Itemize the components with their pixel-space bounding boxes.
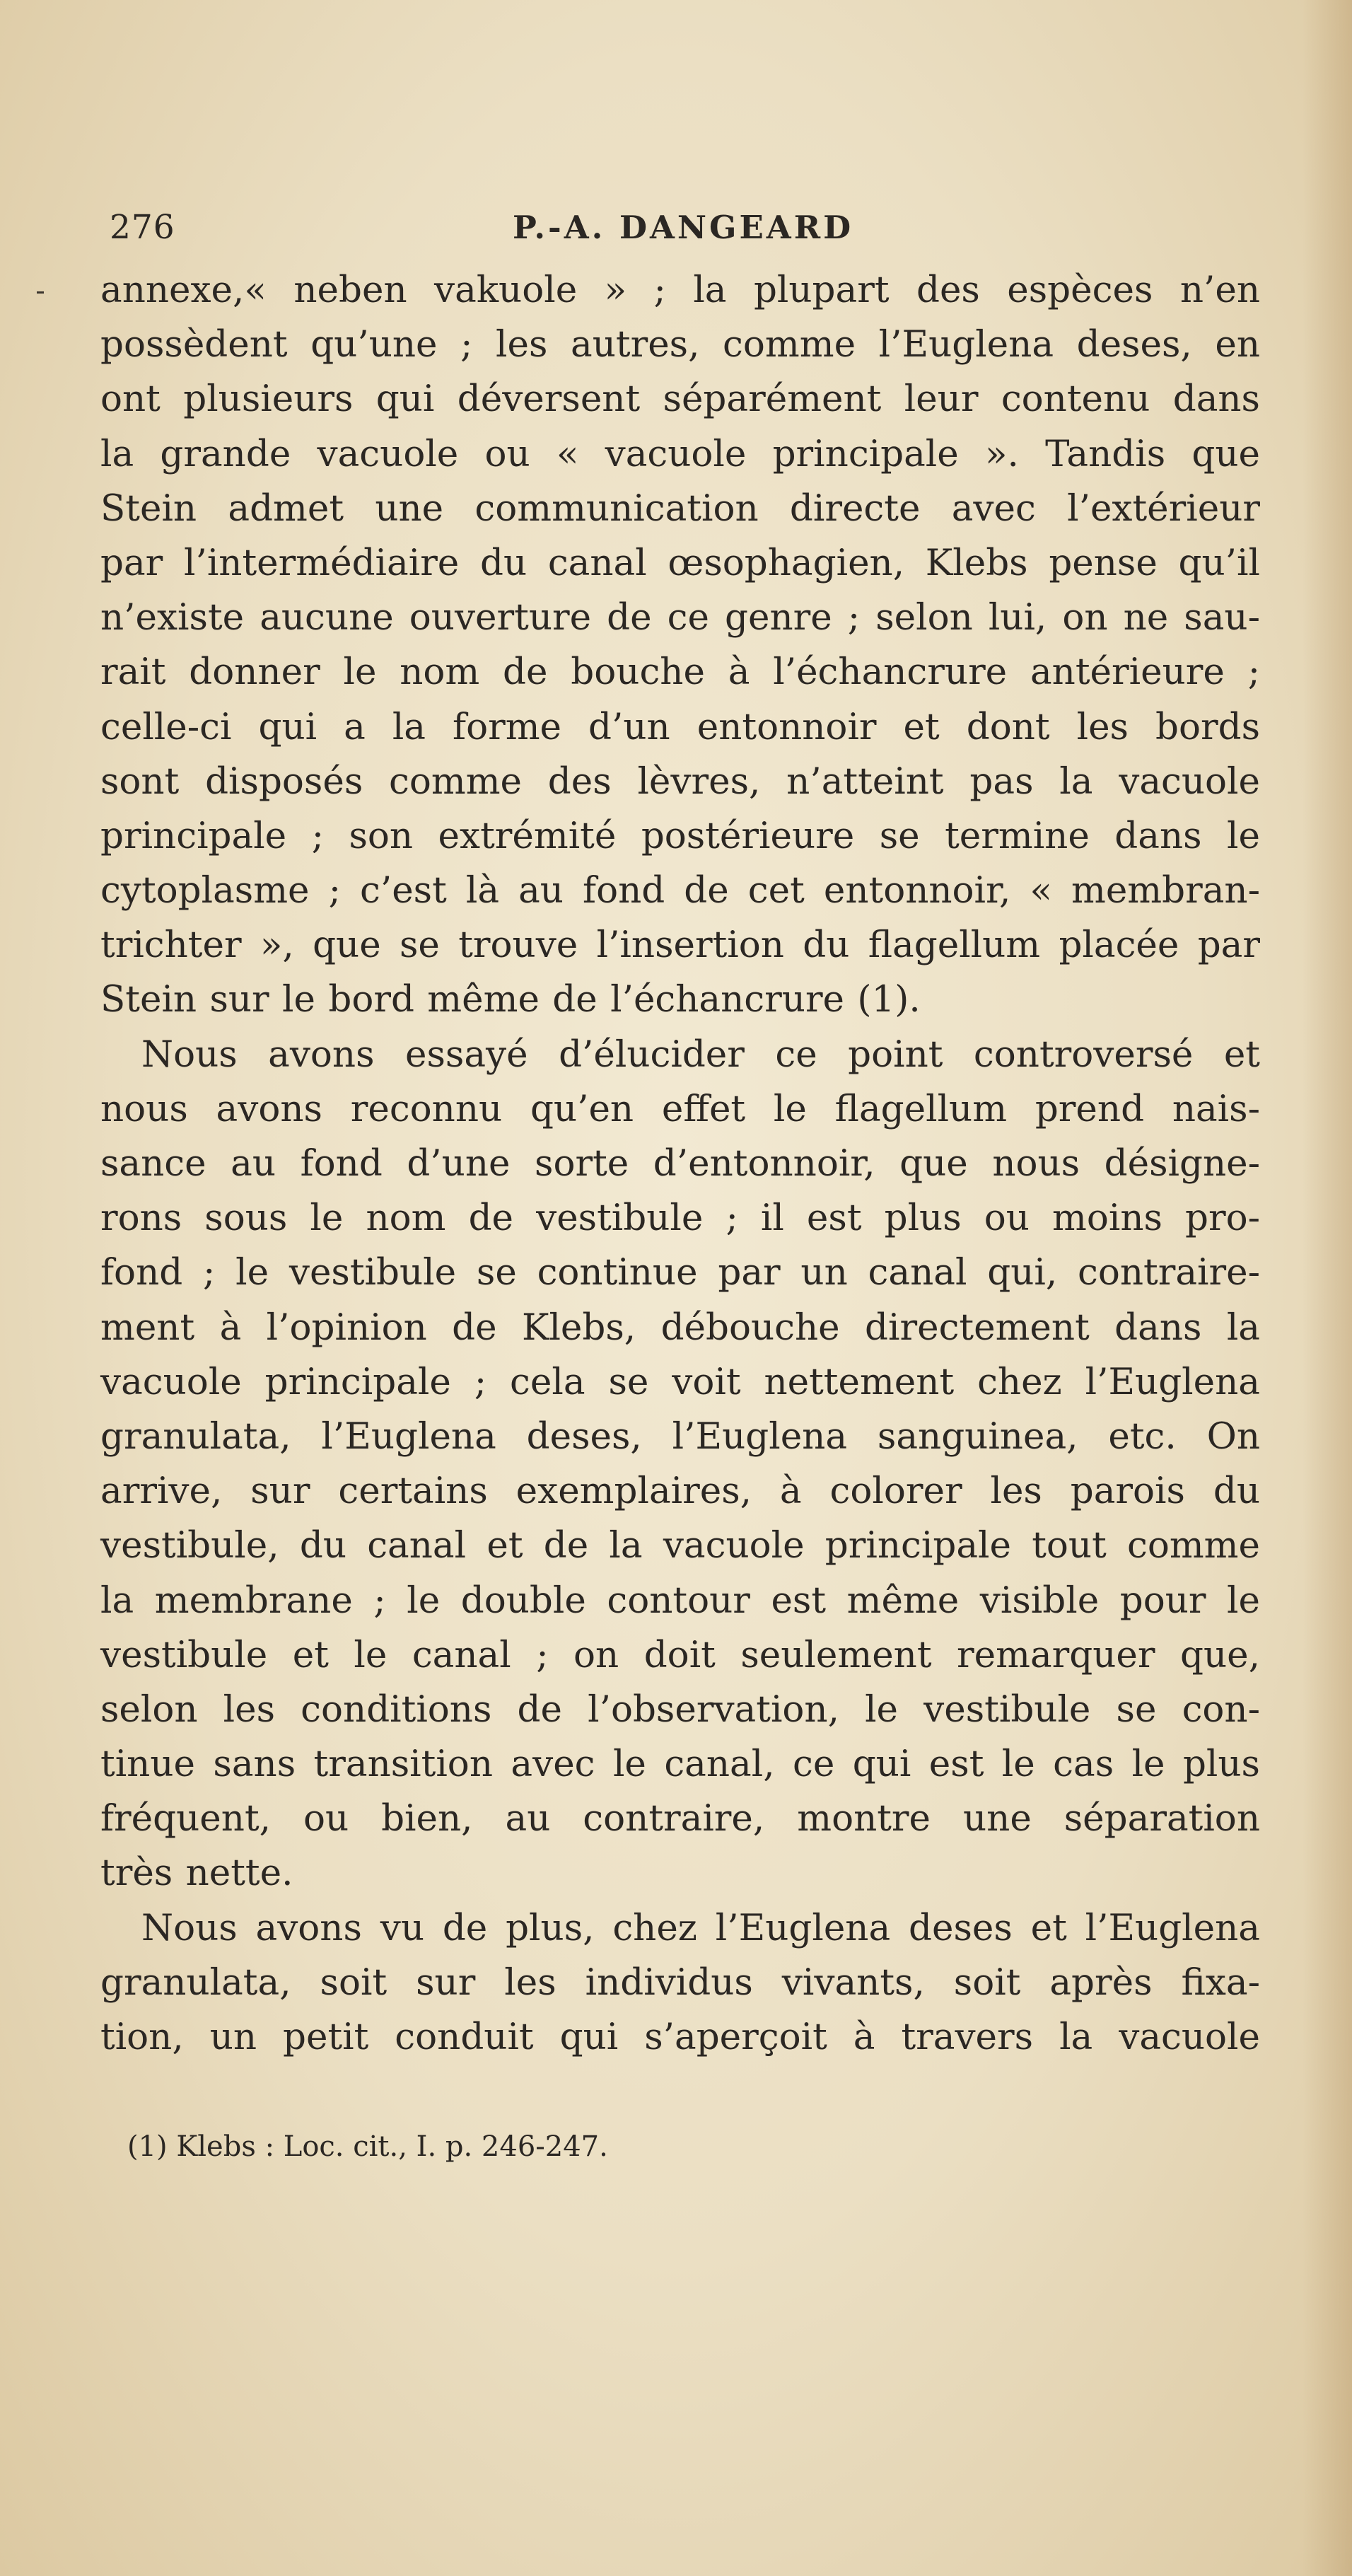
text-line: principale ; son extrémité postérieure se termine dans le xyxy=(100,814,1260,857)
text-line: ont plusieurs qui déversent séparément leur contenu dans xyxy=(100,378,1260,421)
footnote: (1) Klebs : Loc. cit., I. p. 246-247. xyxy=(127,2130,608,2163)
text-line: fréquent, ou bien, au contraire, montre une séparation xyxy=(100,1797,1260,1840)
body-text xyxy=(100,263,1260,2065)
paragraph-start-line: Nous avons vu de plus, chez l’Euglena deses et l’Euglena xyxy=(141,1906,1260,1949)
page-number: 276 xyxy=(110,208,175,247)
text-line: trichter », que se trouve l’insertion du flagellum placée par xyxy=(100,924,1260,967)
text-line: annexe,« neben vakuole » ; la plupart des espèces n’en xyxy=(100,269,1260,311)
text-line: par l’intermédiaire du canal œsophagien, Klebs pense qu’il xyxy=(100,541,1260,584)
text-line: la grande vacuole ou « vacuole principale ». Tandis que xyxy=(100,432,1260,475)
text-line: tion, un petit conduit qui s’aperçoit à travers la vacuole xyxy=(100,2016,1260,2058)
text-line: très nette. xyxy=(100,1852,293,1895)
text-line: fond ; le vestibule se continue par un canal qui, contraire- xyxy=(100,1251,1260,1294)
text-line: granulata, soit sur les individus vivants, soit après fixa- xyxy=(100,1961,1260,2004)
text-line: vestibule, du canal et de la vacuole principale tout comme xyxy=(100,1524,1260,1567)
text-line: possèdent qu’une ; les autres, comme l’Euglena deses, en xyxy=(100,323,1260,366)
text-line: selon les conditions de l’observation, le vestibule se con- xyxy=(100,1688,1260,1731)
paragraph-start-line: Nous avons essayé d’élucider ce point controversé et xyxy=(141,1033,1260,1076)
text-line: celle-ci qui a la forme d’un entonnoir et dont les bords xyxy=(100,705,1260,748)
page-header xyxy=(110,207,1262,256)
text-line: tinue sans transition avec le canal, ce qui est le cas le plus xyxy=(100,1743,1260,1786)
text-line: sont disposés comme des lèvres, n’atteint pas la vacuole xyxy=(100,760,1260,803)
text-line: Stein admet une communication directe avec l’extérieur xyxy=(100,487,1260,530)
page-edge-shadow xyxy=(1303,0,1352,2576)
text-line: arrive, sur certains exemplaires, à colorer les parois du xyxy=(100,1470,1260,1513)
text-line: nous avons reconnu qu’en effet le flagellum prend nais- xyxy=(100,1087,1260,1130)
text-line: la membrane ; le double contour est même visible pour le xyxy=(100,1579,1260,1622)
text-line: rait donner le nom de bouche à l’échancrure antérieure ; xyxy=(100,651,1260,694)
text-line: sance au fond d’une sorte d’entonnoir, que nous désigne- xyxy=(100,1142,1260,1185)
text-line: cytoplasme ; c’est là au fond de cet entonnoir, « membran- xyxy=(100,869,1260,912)
text-line: rons sous le nom de vestibule ; il est plus ou moins pro- xyxy=(100,1197,1260,1240)
text-line: n’existe aucune ouverture de ce genre ; selon lui, on ne sau- xyxy=(100,596,1260,639)
text-line: granulata, l’Euglena deses, l’Euglena sanguinea, etc. On xyxy=(100,1415,1260,1458)
margin-mark xyxy=(37,291,44,294)
text-line: Stein sur le bord même de l’échancrure (1). xyxy=(100,978,921,1021)
text-line: vacuole principale ; cela se voit nettement chez l’Euglena xyxy=(100,1360,1260,1403)
text-line: vestibule et le canal ; on doit seulement remarquer que, xyxy=(100,1633,1260,1676)
running-title: P.-A. DANGEARD xyxy=(513,209,854,246)
text-line: ment à l’opinion de Klebs, débouche directement dans la xyxy=(100,1306,1260,1349)
